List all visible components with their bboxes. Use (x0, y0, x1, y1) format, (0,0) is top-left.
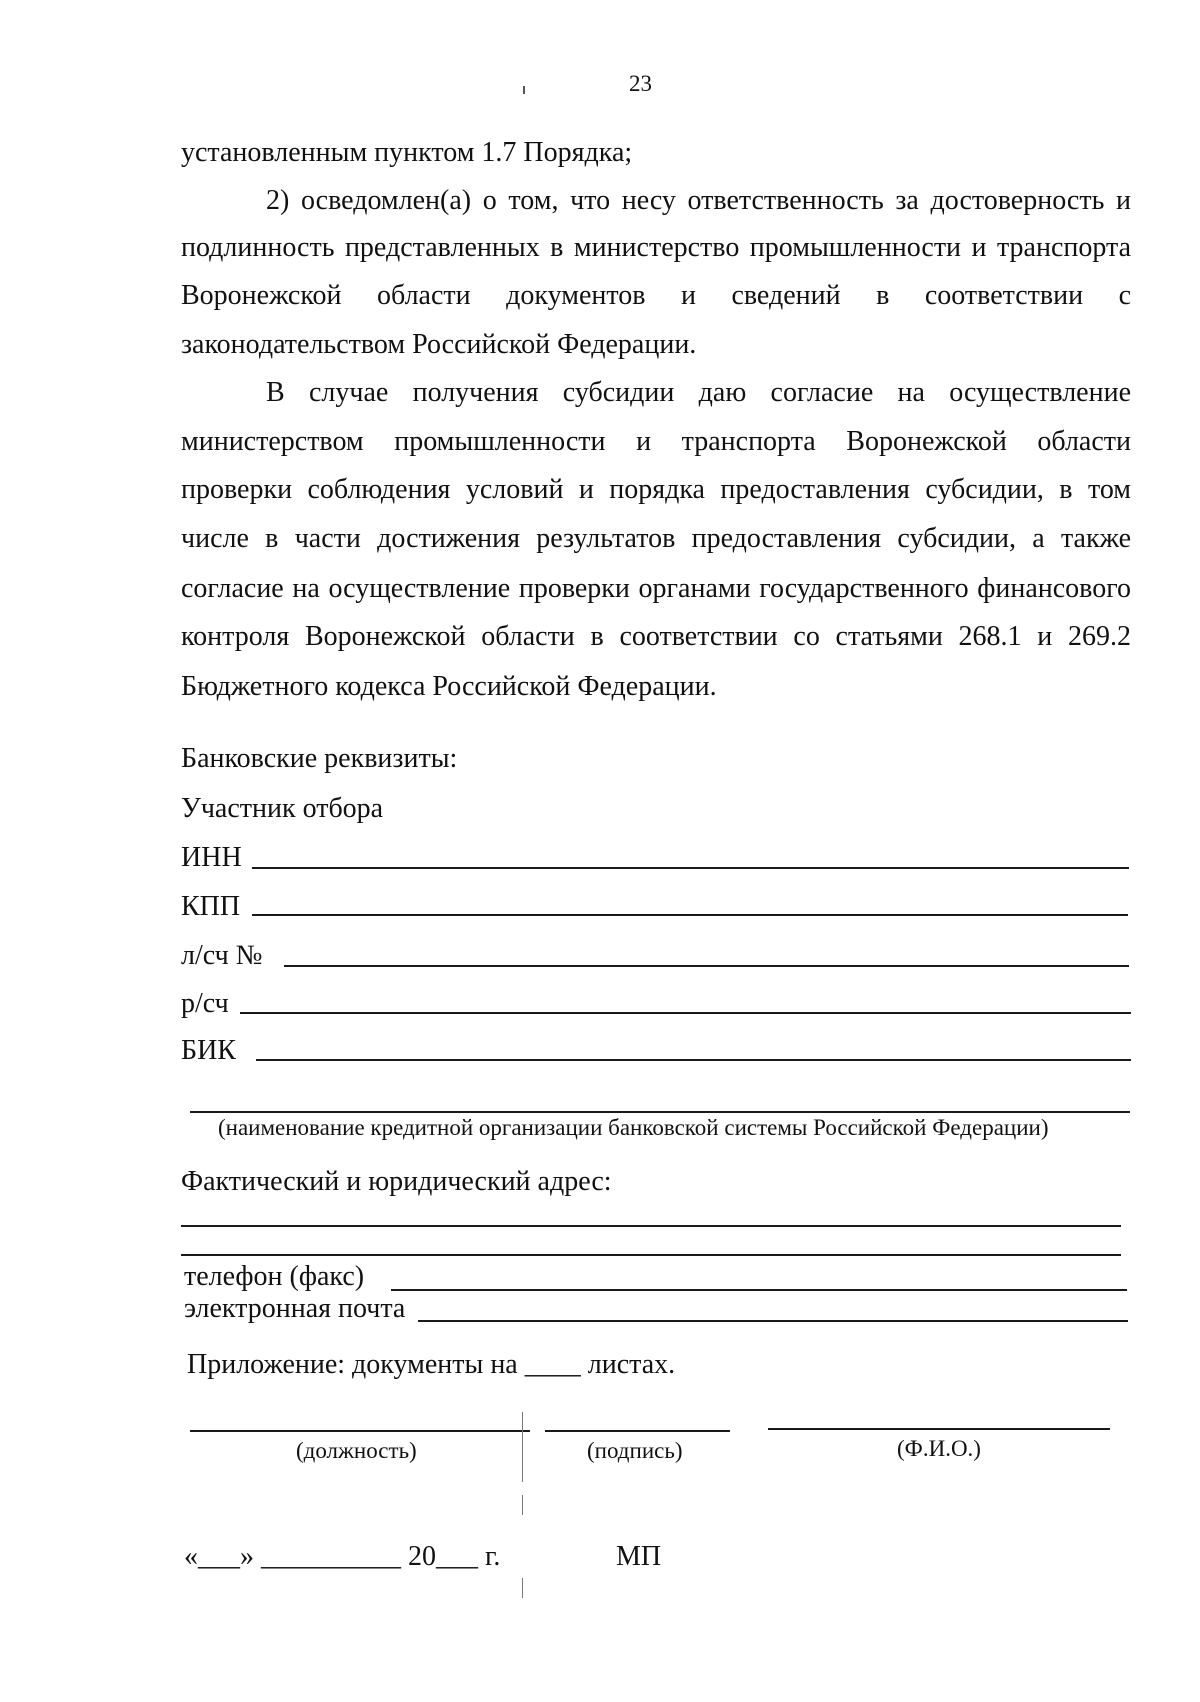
para2-line7: Бюджетного кодекса Российской Федерации. (181, 671, 717, 702)
para1-line1: установленным пунктом 1.7 Порядка; (181, 137, 633, 168)
participant-label: Участник отбора (181, 793, 384, 824)
fio-field-line[interactable] (768, 1428, 1110, 1430)
para2-line1: В случае получения субсидии даю согласие на осуществление (266, 377, 1131, 408)
fold-mark-line (522, 1412, 523, 1482)
date-year-blank[interactable]: ___ (436, 1541, 478, 1572)
fold-mark-line (522, 1578, 523, 1598)
para1-line4: Воронежской области документов и сведений в соответствии с (181, 280, 1131, 311)
ls-label: л/сч № (181, 940, 263, 971)
rs-field-line[interactable] (240, 1012, 1131, 1014)
date-year-prefix: 20 (408, 1541, 436, 1572)
signature-field-line[interactable] (545, 1430, 730, 1432)
address-field-line-2[interactable] (181, 1254, 1121, 1256)
para2-line5: согласие на осуществление проверки органами государственного финансового (181, 573, 1131, 604)
email-field-line[interactable] (418, 1320, 1128, 1322)
para1-line3: подлинность представленных в министерство промышленности и транспорта (181, 232, 1131, 263)
date-open-quote: « (184, 1541, 198, 1572)
appendix-sheets-blank[interactable]: ____ (524, 1349, 581, 1380)
para2-line3: проверки соблюдения условий и порядка предоставления субсидии, в том (181, 474, 1131, 505)
kpp-label: КПП (181, 891, 241, 922)
date-year-suffix: г. (485, 1541, 501, 1572)
rs-label: р/сч (181, 988, 229, 1019)
date-line (184, 1540, 500, 1574)
para2-line6: контроля Воронежской области в соответствии со статьями 268.1 и 269.2 (181, 621, 1131, 652)
position-caption: (должность) (296, 1438, 417, 1463)
stamp-label: МП (616, 1541, 662, 1572)
date-day-blank[interactable]: ___ (198, 1541, 240, 1572)
date-month-blank[interactable]: __________ (261, 1541, 401, 1572)
para1-line5: законодательством Российской Федерации. (181, 329, 697, 360)
kpp-field-line[interactable] (252, 914, 1128, 916)
appendix-suffix: листах. (587, 1349, 676, 1380)
bik-label: БИК (181, 1035, 236, 1066)
bank-name-caption: (наименование кредитной организации банковской системы Российской Федерации) (218, 1115, 1049, 1140)
ls-field-line[interactable] (284, 965, 1129, 967)
para1-line2: 2) осведомлен(а) о том, что несу ответственность за достоверность и (266, 185, 1131, 216)
fold-mark-line (522, 1495, 523, 1515)
position-field-line[interactable] (190, 1430, 530, 1432)
para2-line2: министерством промышленности и транспорта Воронежской области (181, 426, 1131, 457)
address-heading: Фактический и юридический адрес: (181, 1166, 612, 1197)
appendix-line (187, 1348, 675, 1382)
scan-speck (523, 86, 525, 94)
fio-caption: (Ф.И.О.) (897, 1436, 981, 1461)
para2-line4: числе в части достижения результатов предоставления субсидии, а также (181, 523, 1131, 554)
appendix-prefix: Приложение: документы на (187, 1349, 518, 1380)
bik-field-line[interactable] (256, 1059, 1131, 1061)
phone-field-line[interactable] (391, 1289, 1127, 1291)
page-number: 23 (629, 71, 652, 96)
bank-heading: Банковские реквизиты: (181, 743, 458, 774)
inn-field-line[interactable] (252, 867, 1129, 869)
inn-label: ИНН (181, 842, 242, 873)
phone-label: телефон (факс) (184, 1261, 365, 1292)
signature-caption: (подпись) (587, 1438, 683, 1463)
address-field-line-1[interactable] (181, 1225, 1121, 1227)
bank-name-field-line[interactable] (190, 1111, 1130, 1113)
date-close-quote: » (240, 1541, 254, 1572)
email-label: электронная почта (184, 1293, 406, 1324)
